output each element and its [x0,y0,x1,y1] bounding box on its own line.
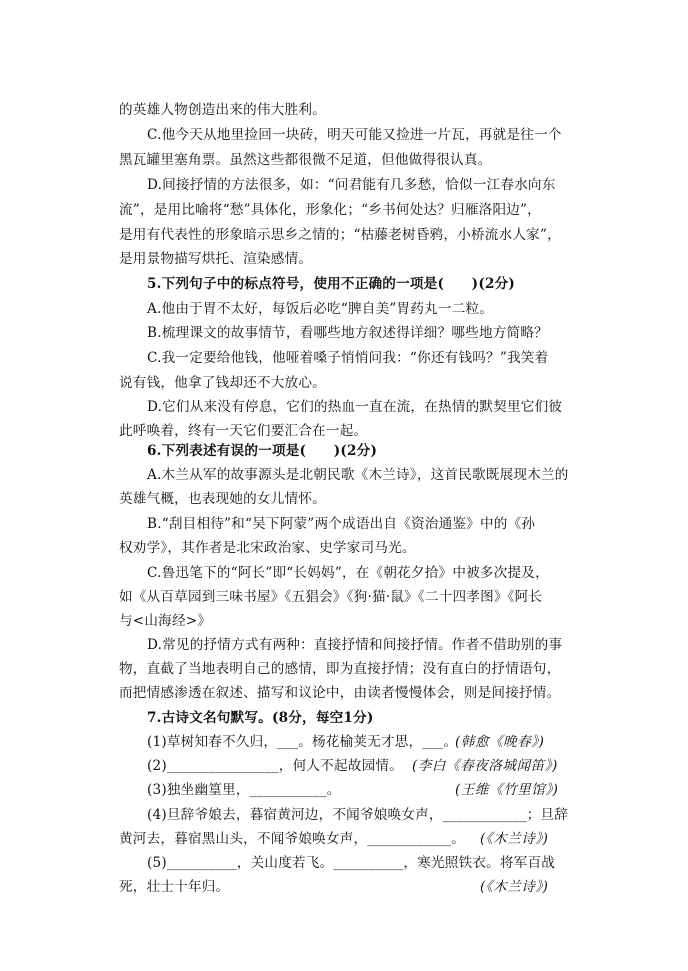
text-line: 黄河去，暮宿黑山头，不闻爷娘唤女声，____________。 [119,831,466,847]
q6-option-a: A.木兰从军的故事源头是北朝民歌《木兰诗》，这首民歌既展现木兰的 [147,467,569,483]
text-line: 黑瓦罐里塞角票。虽然这些都很微不足道，但他做得很认真。 [119,152,492,168]
poem-item-5: (5)__________，关山度若飞。__________，寒光照铁衣。将军百战 [147,855,556,871]
q5-option-d: D.它们从来没有停息，它们的热血一直在流，在热情的默契里它们彼 [147,399,563,415]
q6-option-d: D.常见的抒情方式有两种：直接抒情和间接抒情。作者不借助别的事 [147,637,563,653]
question-5-title: 5.下列句子中的标点符号，使用不正确的一项是( )(2分) [147,276,516,292]
poem-3-source: (王维《竹里馆》) [455,782,559,798]
poem-item-3: (3)独坐幽篁里，___________。 [147,782,341,798]
q6-option-c: C.鲁迅笔下的“阿长”即“长妈妈”，在《朝花夕拾》中被多次提及， [147,565,549,581]
question-7-title: 7.古诗文名句默写。(8分，每空1分) [147,710,374,726]
poem-4-source: (《木兰诗》) [480,831,549,847]
option-c-line: C.他今天从地里捡回一块砖，明天可能又捡进一片瓦，再就是往一个 [147,127,562,143]
poem-1-source: (韩愈《晚春》) [455,734,545,750]
poem-item-2: (2)________________，何人不起故园情。 [147,758,403,774]
text-line: 此呼唤着，终有一天它们要汇合在一起。 [119,423,368,439]
text-line: 说有钱，他拿了钱却还不大放心。 [119,375,326,391]
poem-2-source: (李白《春夜洛城闻笛》) [412,758,558,774]
text-line: 如《从百草园到三味书屋》《五猖会》《狗·猫·鼠》《二十四孝图》《阿长 [119,589,543,605]
question-6-title: 6.下列表述有误的一项是( )(2分) [147,443,378,459]
text-line: 而把情感渗透在叙述、描写和议论中，由读者慢慢体会，则是间接抒情。 [119,685,561,701]
q5-option-a: A.他由于胃不太好，每饭后必吃“脾自美”胃药丸一二粒。 [147,301,494,317]
q5-option-c: C.我一定要给他钱，他哑着嗓子悄悄问我：“你还有钱吗？”我笑着 [147,350,549,366]
option-d-line: D.间接抒情的方法很多，如：“问君能有几多愁，恰似一江春水向东 [147,177,556,193]
poem-5-source: (《木兰诗》) [480,879,549,895]
text-line: 权劝学》，其作者是北宋政治家、史学家司马光。 [119,540,416,556]
text-line: 英雄气概，也表现她的女儿情怀。 [119,491,326,507]
text-line: 是用有代表性的形象暗示思乡之情的；“枯藤老树昏鸦，小桥流水人家”， [119,227,561,243]
text-line: 与<山海经>》 [119,613,212,629]
poem-item-4: (4)旦辞爷娘去，暮宿黄河边，不闻爷娘唤女声，____________；旦辞 [147,807,569,823]
text-line: 物，直截了当地表明自己的感情，即为直接抒情；没有直白的抒情语句， [119,661,561,677]
q6-option-b: B.“刮目相待”和“吴下阿蒙”两个成语出自《资治通鉴》中的《孙 [147,516,536,532]
text-line: 是用景物描写烘托、渲染感情。 [119,251,313,267]
poem-item-1: (1)草树知春不久归，___。杨花榆荚无才思，___。 [147,734,458,750]
text-line: 死，壮士十年归。 [119,879,230,895]
q5-option-b: B.梳理课文的故事情节，看哪些地方叙述得详细？哪些地方简略？ [147,325,548,341]
text-line: 流”，是用比喻将“愁”具体化，形象化；“乡书何处达？归雁洛阳边”， [119,202,541,218]
text-line: 的英雄人物创造出来的伟大胜利。 [119,102,326,118]
